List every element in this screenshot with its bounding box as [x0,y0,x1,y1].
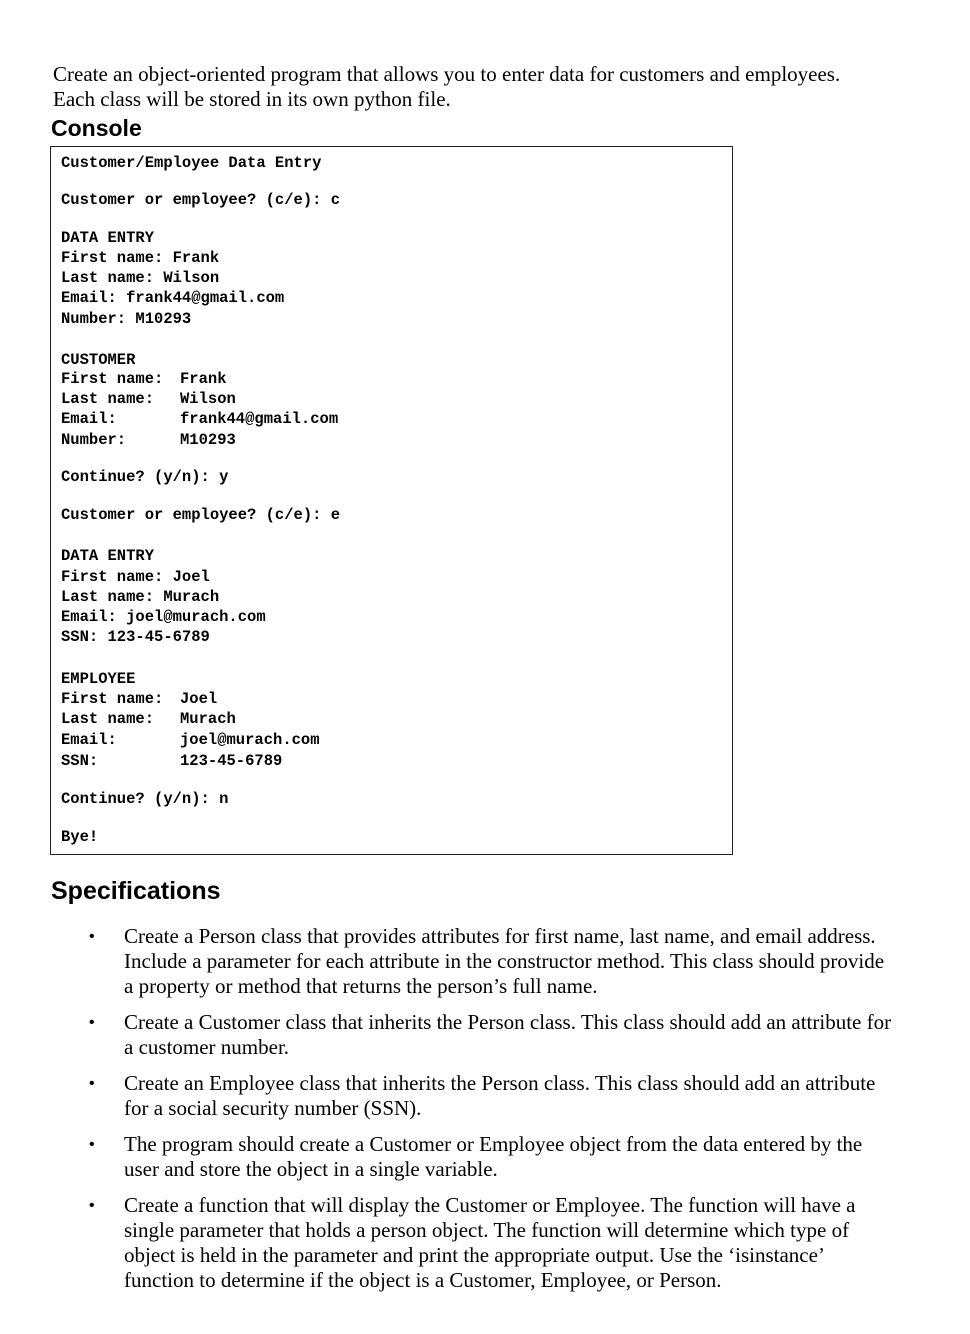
customer-number-value: M10293 [180,431,236,449]
employee-last-name-label: Last name: [61,710,155,728]
spec-item [0,924,894,999]
entry-first-name-2: First name: Joel [61,568,210,586]
console-title: Customer/Employee Data Entry [61,154,322,172]
spec-item [0,1071,894,1121]
entry-last-name-2: Last name: Murach [61,588,220,606]
customer-number-label: Number: [61,431,127,449]
data-entry-header-1: DATA ENTRY [61,229,155,247]
customer-number-row [61,430,236,450]
entry-number-1: Number: M10293 [61,310,192,328]
entry-last-name-1: Last name: Wilson [61,269,220,287]
customer-email-value: frank44@gmail.com [180,410,339,428]
employee-ssn-value: 123-45-6789 [180,752,283,770]
spec-item-text: Create a function that will display the Customer or Employee. The function will have a single parameter that holds a person object. The function will determine which type of object is held in the parameter and print the appropriate output. Use the ‘isinstance’ function to determine if the object is a Customer, Employee, or Person. [124,1193,856,1292]
employee-first-name-value: Joel [180,690,218,708]
console-prompt-type-1: Customer or employee? (c/e): c [61,191,341,209]
customer-email-row [61,409,338,429]
continue-prompt-1: Continue? (y/n): y [61,468,229,486]
customer-first-name-label: First name: [61,370,164,388]
employee-first-name-row [61,689,217,709]
spec-item-text: Create a Customer class that inherits the Person class. This class should add an attribute for a customer number. [124,1010,892,1059]
employee-email-label: Email: [61,731,117,749]
employee-ssn-row [61,751,282,771]
employee-first-name-label: First name: [61,690,164,708]
intro-line-2: Each class will be stored in its own python file. [53,87,451,111]
customer-header: CUSTOMER [61,351,136,369]
employee-email-value: joel@murach.com [180,731,320,749]
bullet-icon: • [89,1075,95,1092]
entry-first-name-1: First name: Frank [61,249,220,267]
entry-ssn-2: SSN: 123-45-6789 [61,628,210,646]
customer-last-name-row [61,389,236,409]
spec-item-text: Create a Person class that provides attributes for first name, last name, and email address. Include a parameter for each attribute in the constructor method. This class should provide a property or method that returns the person’s full name. [124,924,885,998]
spec-item [0,1010,894,1060]
bye-message: Bye! [61,828,99,846]
customer-email-label: Email: [61,410,117,428]
spec-item [0,1132,894,1182]
bullet-icon: • [89,1136,95,1153]
entry-email-2: Email: joel@murach.com [61,608,266,626]
data-entry-header-2: DATA ENTRY [61,547,155,565]
customer-first-name-row [61,369,227,389]
employee-email-row [61,730,320,750]
customer-last-name-label: Last name: [61,390,155,408]
spec-item-text: Create an Employee class that inherits the Person class. This class should add an attribute for a social security number (SSN). [124,1071,876,1120]
console-heading: Console [51,115,142,141]
employee-last-name-row [61,709,236,729]
bullet-icon: • [89,1014,95,1031]
console-output-box [50,146,733,855]
bullet-icon: • [89,1197,95,1214]
continue-prompt-2: Continue? (y/n): n [61,790,229,808]
customer-first-name-value: Frank [180,370,227,388]
bullet-icon: • [89,928,95,945]
customer-last-name-value: Wilson [180,390,236,408]
entry-email-1: Email: frank44@gmail.com [61,289,285,307]
spec-item [0,1193,894,1293]
employee-header: EMPLOYEE [61,670,136,688]
intro-paragraph [53,62,933,112]
specifications-heading: Specifications [51,877,221,905]
spec-item-text: The program should create a Customer or Employee object from the data entered by the user and store the object in a single variable. [124,1132,863,1181]
intro-line-1: Create an object-oriented program that allows you to enter data for customers and employees. [53,62,841,86]
employee-ssn-label: SSN: [61,752,99,770]
console-prompt-type-2: Customer or employee? (c/e): e [61,506,341,524]
employee-last-name-value: Murach [180,710,236,728]
specifications-list [0,924,970,1304]
